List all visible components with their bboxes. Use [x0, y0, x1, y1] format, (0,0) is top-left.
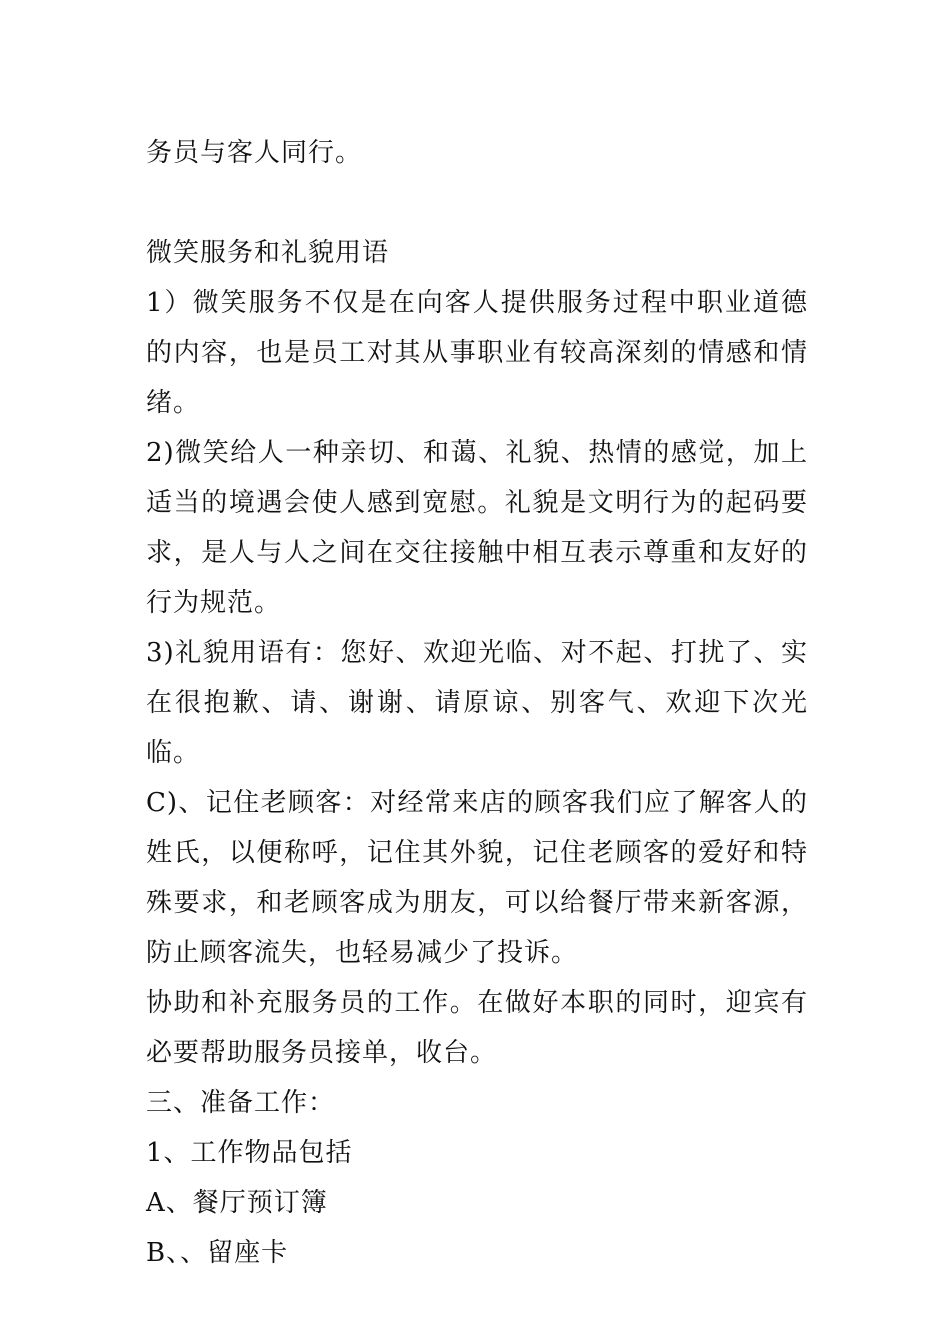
paragraph-item-c: C)、记住老顾客：对经常来店的顾客我们应了解客人的姓氏，以便称呼，记住其外貌，记住老顾客的爱好和特殊要求，和老顾客成为朋友，可以给餐厅带来新客源，防止顾客流失，也轻易减少了投诉。: [146, 788, 808, 968]
paragraph-item-3: 3)礼貌用语有：您好、欢迎光临、对不起、打扰了、实在很抱歉、请、谢谢、请原谅、别客气、欢迎下次光临。: [146, 638, 808, 768]
paragraph-continuation: 务员与客人同行。: [146, 138, 363, 168]
paragraph-item-1: 1）微笑服务不仅是在向客人提供服务过程中职业道德的内容，也是员工对其从事职业有较高深刻的情感和情绪。: [146, 288, 808, 418]
blank-line: [146, 178, 808, 228]
list-item-work-supplies: 1、工作物品包括: [146, 1138, 353, 1168]
list-item-reservation-book: A、餐厅预订簿: [146, 1188, 328, 1218]
list-item-reserved-card: B、、留座卡: [146, 1238, 289, 1268]
document-body: [146, 128, 808, 1278]
section-heading-smile-service: 微笑服务和礼貌用语: [146, 238, 390, 268]
paragraph-item-2: 2)微笑给人一种亲切、和蔼、礼貌、热情的感觉，加上适当的境遇会使人感到宽慰。礼貌是文明行为的起码要求，是人与人之间在交往接触中相互表示尊重和友好的行为规范。: [146, 438, 808, 618]
paragraph-assist-waiters: 协助和补充服务员的工作。在做好本职的同时，迎宾有必要帮助服务员接单，收台。: [146, 988, 808, 1068]
section-heading-preparation: 三、准备工作：: [146, 1088, 336, 1118]
